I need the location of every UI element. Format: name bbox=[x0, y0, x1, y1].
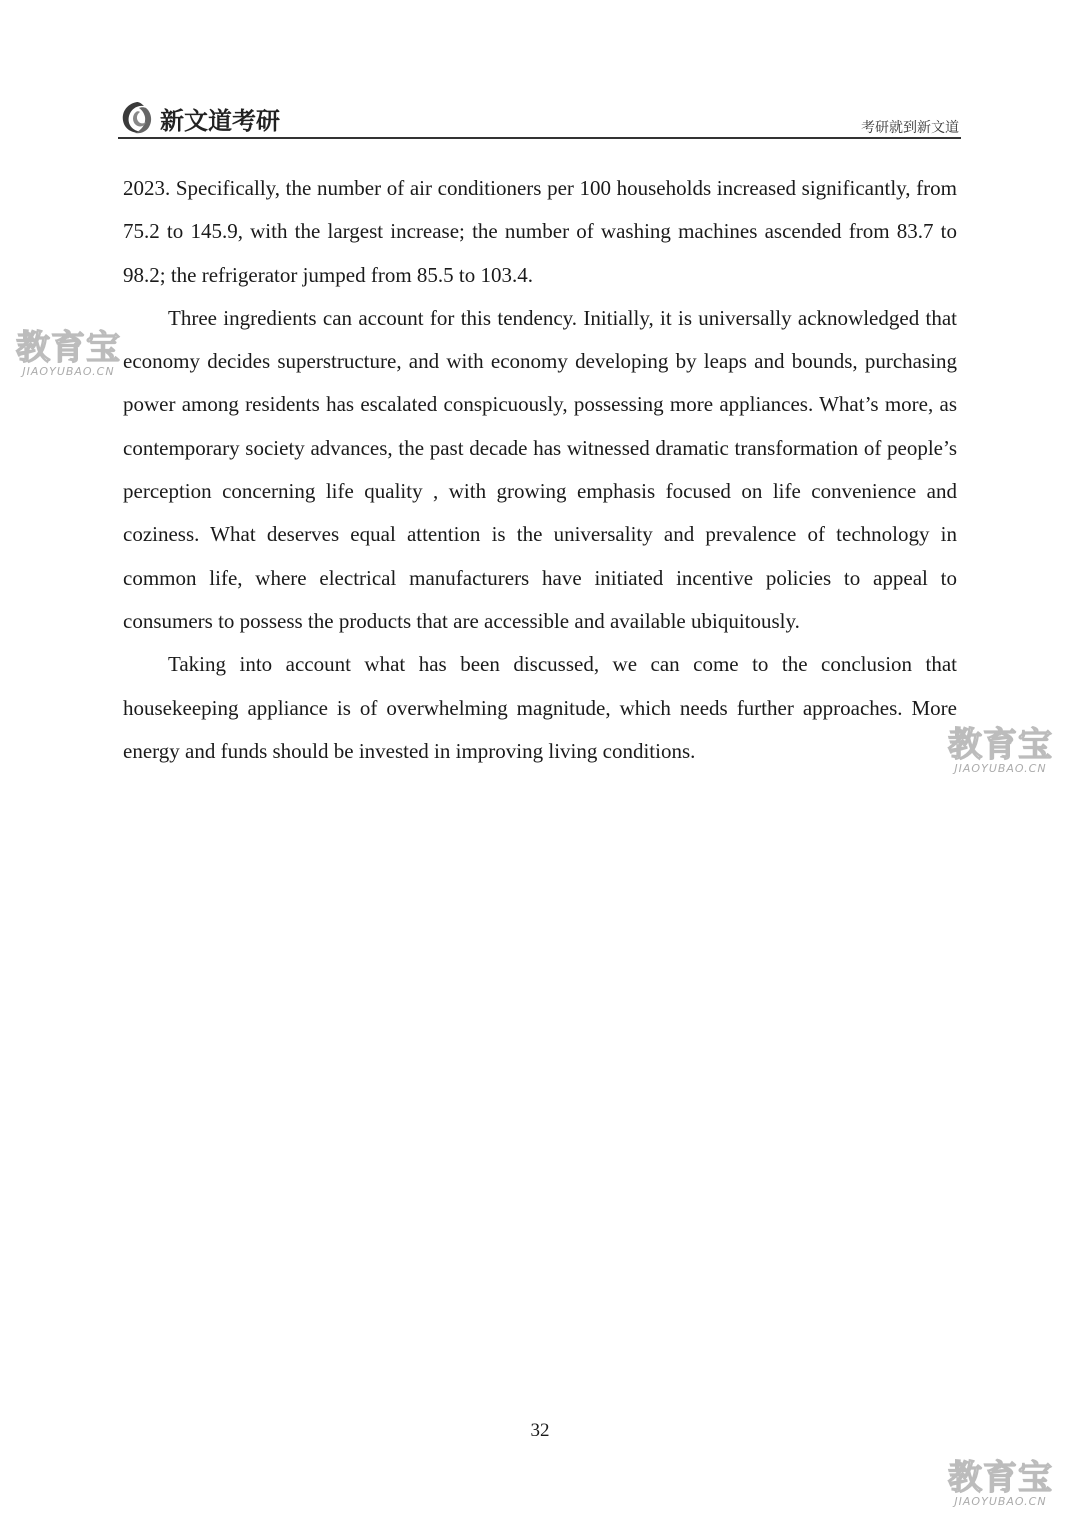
brand-logo bbox=[118, 100, 280, 136]
watermark-url: JIAOYUBAO.CN bbox=[22, 365, 115, 378]
watermark-url: JIAOYUBAO.CN bbox=[954, 1495, 1047, 1508]
watermark bbox=[16, 330, 121, 378]
watermark-url: JIAOYUBAO.CN bbox=[954, 762, 1047, 775]
watermark bbox=[948, 727, 1053, 775]
watermark-logo: 教育宝 bbox=[948, 1458, 1053, 1498]
header-slogan: 考研就到新文道 bbox=[861, 120, 959, 136]
page-number: 32 bbox=[530, 1420, 550, 1441]
watermark-logo: 教育宝 bbox=[948, 725, 1053, 765]
watermark bbox=[948, 1460, 1053, 1508]
brand-name: 新文道考研 bbox=[160, 106, 280, 135]
header-divider bbox=[118, 137, 961, 139]
logo-swirl-icon bbox=[118, 100, 156, 136]
paragraph-reasons: Three ingredients can account for this tendency. Initially, it is universally acknowledged that economy decides superstructure, and with economy developing by leaps and bounds, purchasing power among residents has escalated conspicuously, possessing more appliances. What’s more, as contemporary society advances, the past decade has witnessed dramatic transformation of people’s perception concerning life quality , with growing emphasis focused on life convenience and coziness. What deserves equal attention is the universality and prevalence of technology in common life, where electrical manufacturers have initiated incentive policies to appeal to consumers to possess the products that are accessible and available ubiquitously. bbox=[123, 305, 957, 633]
paragraph-continuation: 2023. Specifically, the number of air conditioners per 100 households increased significantly, from 75.2 to 145.9, with the largest increase; the number of washing machines ascended from 83.7 to 98.2; the refrigerator jumped from 85.5 to 103.4. bbox=[123, 176, 957, 287]
page-header bbox=[118, 96, 961, 140]
paragraph-conclusion: Taking into account what has been discussed, we can come to the conclusion that housekeeping appliance is of overwhelming magnitude, which needs further approaches. More energy and funds should be invested in improving living conditions. bbox=[123, 652, 957, 763]
watermark-logo: 教育宝 bbox=[16, 328, 121, 368]
essay-body bbox=[123, 167, 957, 773]
